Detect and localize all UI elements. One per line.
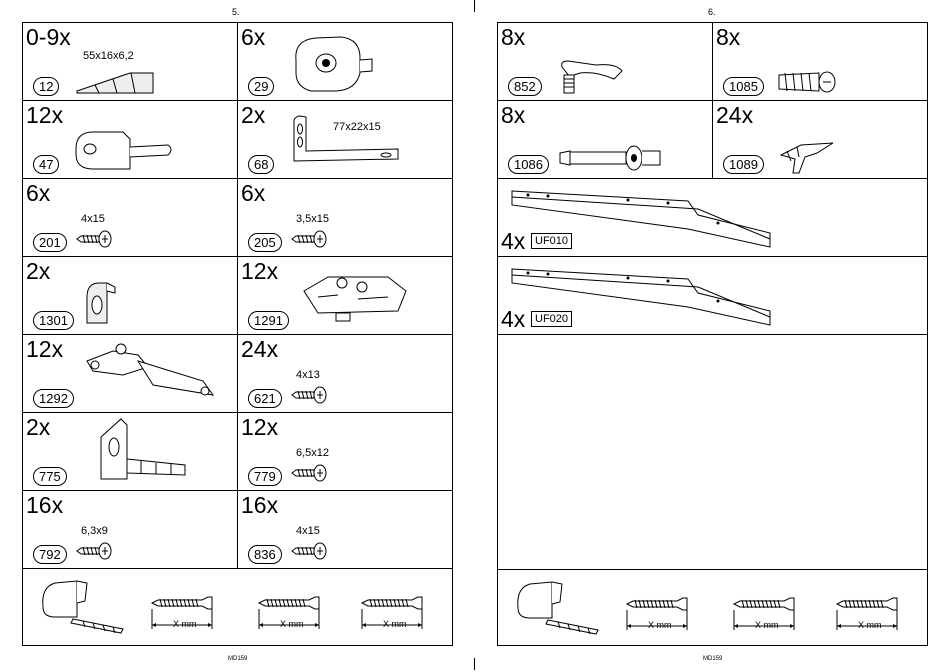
part-number-badge: 29 bbox=[248, 77, 274, 96]
part-cell-68 bbox=[238, 101, 452, 179]
part-number-badge: 836 bbox=[248, 545, 282, 564]
part-quantity: 8x bbox=[716, 24, 741, 50]
part-number-badge: 1292 bbox=[33, 389, 74, 408]
wall-mount-row-left bbox=[23, 569, 452, 645]
part-number-badge: 12 bbox=[33, 77, 59, 96]
part-dimension: 3,5x15 bbox=[296, 213, 330, 225]
runner-cell-UF010 bbox=[498, 179, 927, 257]
part-dimension: 4x13 bbox=[296, 369, 320, 381]
page-number-left: 5. bbox=[232, 7, 240, 17]
part-dimension: 55x16x6,2 bbox=[83, 50, 134, 62]
screw-length-label: X mm bbox=[280, 619, 304, 629]
part-cell-621 bbox=[238, 335, 452, 413]
part-number-badge: 205 bbox=[248, 233, 282, 252]
part-quantity: 8x bbox=[501, 24, 526, 50]
part-cell-1301 bbox=[23, 257, 238, 335]
part-quantity: 16x bbox=[26, 492, 64, 518]
part-cell-1291 bbox=[238, 257, 452, 335]
runner-code-badge: UF020 bbox=[531, 311, 572, 327]
part-quantity: 6x bbox=[241, 24, 266, 50]
part-cell-205 bbox=[238, 179, 452, 257]
part-dimension: 6,5x12 bbox=[296, 447, 330, 459]
page-number-right: 6. bbox=[708, 7, 716, 17]
part-quantity: 2x bbox=[241, 102, 266, 128]
part-cell-792 bbox=[23, 491, 238, 569]
part-number-badge: 1086 bbox=[508, 155, 549, 174]
part-dimension: 6,3x9 bbox=[81, 525, 108, 537]
screw-length-label: X mm bbox=[858, 620, 882, 630]
part-dimension: 77x22x15 bbox=[333, 121, 381, 133]
part-quantity: 12x bbox=[26, 336, 64, 362]
part-quantity: 6x bbox=[26, 180, 51, 206]
part-number-badge: 852 bbox=[508, 77, 542, 96]
part-number-badge: 68 bbox=[248, 155, 274, 174]
runner-quantity: 4x bbox=[501, 306, 526, 332]
part-quantity: 12x bbox=[241, 414, 279, 440]
part-number-badge: 47 bbox=[33, 155, 59, 174]
part-cell-779 bbox=[238, 413, 452, 491]
part-number-badge: 779 bbox=[248, 467, 282, 486]
part-cell-201 bbox=[23, 179, 238, 257]
wall-mount-row-right bbox=[498, 569, 927, 645]
part-cell-1292 bbox=[23, 335, 238, 413]
part-cell-1085 bbox=[713, 23, 927, 101]
part-quantity: 16x bbox=[241, 492, 279, 518]
part-quantity: 24x bbox=[241, 336, 279, 362]
part-quantity: 12x bbox=[26, 102, 64, 128]
part-number-badge: 621 bbox=[248, 389, 282, 408]
part-cell-1086 bbox=[498, 101, 713, 179]
part-quantity: 12x bbox=[241, 258, 279, 284]
screw-length-label: X mm bbox=[173, 619, 197, 629]
part-quantity: 0-9x bbox=[26, 24, 71, 50]
part-cell-29 bbox=[238, 23, 452, 101]
screw-length-label: X mm bbox=[648, 620, 672, 630]
screw-length-label: X mm bbox=[755, 620, 779, 630]
runner-cell-UF020 bbox=[498, 257, 927, 335]
part-cell-47 bbox=[23, 101, 238, 179]
part-quantity: 6x bbox=[241, 180, 266, 206]
part-number-badge: 1291 bbox=[248, 311, 289, 330]
screw-length-label: X mm bbox=[383, 619, 407, 629]
part-quantity: 8x bbox=[501, 102, 526, 128]
part-number-badge: 1089 bbox=[723, 155, 764, 174]
part-cell-836 bbox=[238, 491, 452, 569]
part-cell-12 bbox=[23, 23, 238, 101]
part-cell-775 bbox=[23, 413, 238, 491]
crop-mark-bottom bbox=[474, 658, 475, 670]
footer-code-right: MD159 bbox=[703, 656, 723, 662]
part-quantity: 2x bbox=[26, 414, 51, 440]
runner-quantity: 4x bbox=[501, 228, 526, 254]
footer-code-left: MD159 bbox=[228, 656, 248, 662]
part-cell-1089 bbox=[713, 101, 927, 179]
parts-frame-left bbox=[22, 22, 453, 646]
part-dimension: 4x15 bbox=[296, 525, 320, 537]
part-dimension: 4x15 bbox=[81, 213, 105, 225]
part-number-badge: 1301 bbox=[33, 311, 74, 330]
part-quantity: 2x bbox=[26, 258, 51, 284]
crop-mark-top bbox=[474, 0, 475, 12]
runner-code-badge: UF010 bbox=[531, 233, 572, 249]
part-number-badge: 775 bbox=[33, 467, 67, 486]
parts-frame-right bbox=[497, 22, 928, 646]
part-number-badge: 792 bbox=[33, 545, 67, 564]
part-number-badge: 1085 bbox=[723, 77, 764, 96]
part-number-badge: 201 bbox=[33, 233, 67, 252]
part-quantity: 24x bbox=[716, 102, 754, 128]
part-cell-852 bbox=[498, 23, 713, 101]
